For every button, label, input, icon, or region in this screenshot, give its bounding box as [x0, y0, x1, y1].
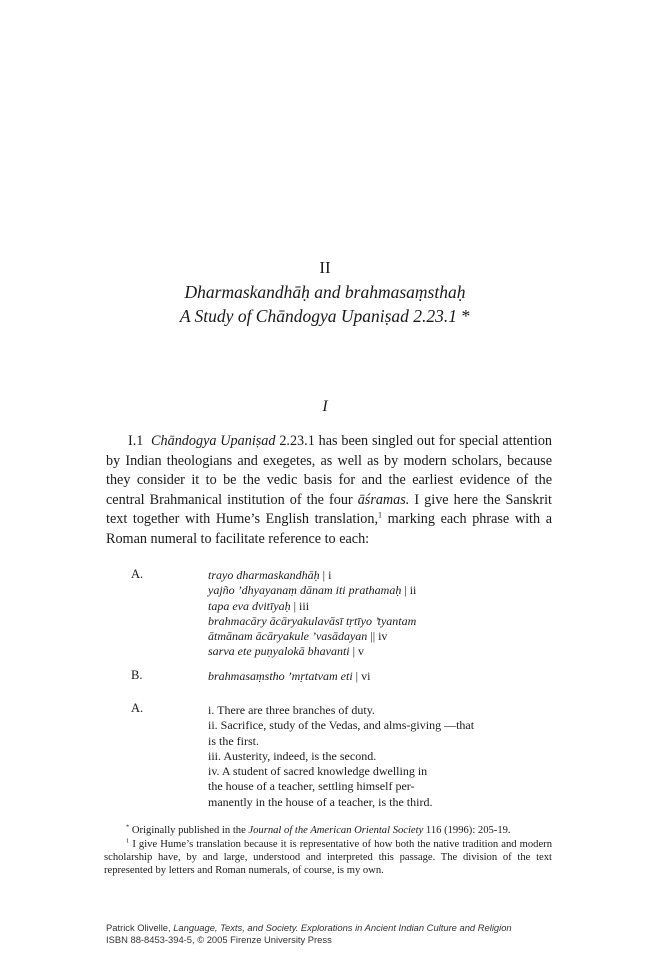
verse-text: yajño ’dhyayanaṃ dānam iti prathamaḥ — [208, 583, 402, 598]
verse-line — [208, 568, 416, 583]
verse-text: sarva ete puṇyalokā bhavanti — [208, 644, 350, 659]
translation-a — [208, 703, 528, 810]
verse-line — [208, 629, 416, 644]
paragraph-number: I.1 — [128, 433, 144, 449]
verse-mark: | iii — [290, 598, 310, 613]
footnote-star-text: Originally published in the — [129, 825, 249, 836]
verse-line — [208, 669, 370, 684]
sanskrit-b-verse — [208, 669, 370, 684]
verse-text: trayo dharmaskandhāḥ — [208, 568, 320, 582]
footnote-1-mark: 1 — [126, 837, 130, 845]
translation-a-label: A. — [131, 701, 144, 715]
translation-line: iii. Austerity, indeed, is the second. — [208, 748, 377, 763]
verse-mark: || iv — [367, 629, 388, 644]
verse-mark: | v — [349, 644, 365, 659]
chapter-title-line-1: Dharmaskandhāḥ and brahmasaṃsthaḥ — [184, 282, 466, 302]
paragraph-text-2: I give here the Sanskrit text together with Hume’s English translation, — [106, 491, 552, 528]
translation-line: manently in the house of a teacher, is the third. — [208, 794, 433, 809]
verse-mark: | i — [319, 568, 332, 582]
verse-line — [208, 614, 416, 629]
imprint-isbn: ISBN 88-8453-394-5, © 2005 Firenze University Press — [106, 934, 332, 945]
verse-mark: | vi — [352, 669, 371, 683]
footnote-ref-1: 1 — [378, 510, 383, 520]
translation-line: ii. Sacrifice, study of the Vedas, and alms-giving —that — [208, 718, 475, 733]
footnote-star — [104, 824, 552, 837]
translation-line: is the first. — [208, 733, 259, 748]
verse-text: brahmacāry ācāryakulavāsī tṛtīyo ’tyantam — [208, 613, 417, 628]
verse-line — [208, 599, 416, 614]
verse-text: brahmasaṃstho ’mṛtatvam eti — [208, 669, 353, 683]
footnote-1-text: I give Hume’s translation because it is representative of how both the native tradition and modern scholarship have, by and large, understood and interpreted this passage. The division of the text represented by letters and Roman numerals, of course, is my own. — [104, 839, 552, 876]
asramas-term: āśramas. — [357, 491, 410, 508]
chapter-title-text: A Study of Chāndogya Upaniṣad 2.23.1 — [179, 306, 458, 326]
translation-line: i. There are three branches of duty. — [208, 703, 375, 717]
work-title: Chāndogya Upaniṣad — [151, 433, 276, 449]
translation-line: iv. A student of sacred knowledge dwelling in — [208, 764, 428, 779]
chapter-title-line-2 — [0, 306, 650, 327]
footnote-1 — [104, 838, 552, 877]
verse-text: tapa eva dvitīyaḥ — [208, 598, 291, 613]
sanskrit-a-label: A. — [131, 567, 144, 581]
footnote-star-mark: * — [126, 823, 130, 831]
chapter-number: II — [319, 258, 331, 277]
verse-text: ātmānam ācāryakule ’vasādayan — [208, 629, 368, 644]
verse-line — [208, 644, 416, 659]
imprint-author: Patrick Olivelle, — [106, 922, 174, 933]
journal-title: Journal of the American Oriental Society — [248, 825, 424, 836]
paragraph-text-1: 2.23.1 has been singled out for special attention by Indian theologians and exegetes, as well as by modern scholars, because they consider it to be the vedic basis for and the earliest evidence of the central Brahmanical institution of the four — [106, 433, 553, 508]
body-paragraph — [106, 432, 552, 550]
verse-line — [208, 583, 416, 598]
section-number: I — [322, 398, 328, 415]
sanskrit-a-verse — [208, 568, 416, 660]
imprint-line-1 — [106, 922, 512, 934]
paragraph-text-3: marking each phrase with a Roman numeral to facilitate reference to each: — [106, 511, 552, 547]
verse-mark: | ii — [401, 583, 417, 598]
footnote-star-citation: 116 (1996): 205-19. — [423, 825, 511, 836]
title-footnote-mark: * — [457, 306, 471, 326]
sanskrit-b-label: B. — [131, 668, 143, 682]
imprint-book-title: Language, Texts, and Society. Explorations in Ancient Indian Culture and Religion — [173, 922, 512, 933]
translation-line: the house of a teacher, settling himself per- — [208, 779, 415, 794]
